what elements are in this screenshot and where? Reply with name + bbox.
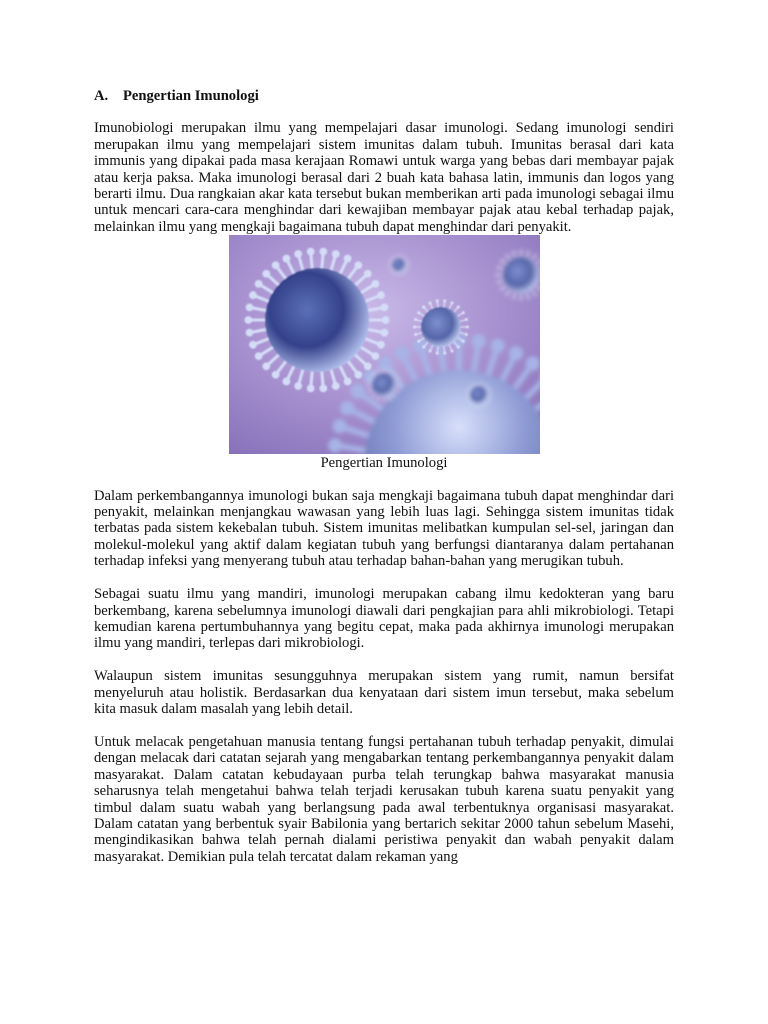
paragraph: Walaupun sistem imunitas sesungguhnya merupakan sistem yang rumit, namun bersifat menyeluruh atau holistik. Berdasarkan dua kenyataan dari sistem imun tersebut, maka sebelum kita masuk dalam masalah yang lebih detail. bbox=[94, 668, 674, 718]
section-number: A. bbox=[94, 88, 109, 104]
paragraph: Sebagai suatu ilmu yang mandiri, imunologi merupakan cabang ilmu kedokteran yang baru berkembang, karena sebelumnya imunologi diawali dari pengkajian para ahli mikrobiologi. Tetapi kemudian karena pertumbuhannya yang begitu cepat, maka pada akhirnya imunologi merupakan ilmu yang mandiri, terlepas dari mikrobiologi. bbox=[94, 586, 674, 652]
virus-illustration bbox=[229, 235, 540, 454]
section-heading bbox=[94, 88, 674, 104]
figure bbox=[94, 235, 674, 471]
paragraph: Dalam perkembangannya imunologi bukan saja mengkaji bagaimana tubuh dapat menghindar dari penyakit, melainkan menjangkau wawasan yang lebih luas lagi. Sehingga sistem imunitas tidak terbatas pada sistem kekebalan tubuh. Sistem imunitas melibatkan kumpulan sel-sel, jaringan dan molekul-molekul yang aktif dalam kegiatan tubuh yang berfungsi diantaranya dalam pertahanan terhadap infeksi yang menyerang tubuh atau terhadap bahan-bahan yang merugikan tubuh. bbox=[94, 487, 674, 570]
paragraph: Imunobiologi merupakan ilmu yang mempelajari dasar imunologi. Sedang imunologi sendiri merupakan ilmu yang mempelajari sistem imunitas dalam tubuh. Imunitas berasal dari kata immunis yang dipakai pada masa kerajaan Romawi untuk warga yang bebas dari membayar pajak atau kerja paksa. Maka imunologi berasal dari 2 buah kata bahasa latin, immunis dan logos yang berarti ilmu. Dua rangkaian akar kata tersebut bukan memberikan arti pada imunologi sebagai ilmu untuk mencari cara-cara menghindar dari kewajiban membayar pajak atau kebal terhadap pajak, melainkan ilmu yang mengkaji bagaimana tubuh dapat menghindar dari penyakit. bbox=[94, 120, 674, 235]
virus-particle bbox=[367, 368, 401, 402]
paragraph: Untuk melacak pengetahuan manusia tentang fungsi pertahanan tubuh terhadap penyakit, dimulai dengan melacak dari catatan sejarah yang mengabarkan tentang perkembangannya penyakit dalam masyarakat. Dalam catatan kebudayaan purba telah terungkap bahwa masyarakat manusia seharusnya telah mengetahui bahwa telah terjadi kerusakan tubuh karena suatu penyakit yang timbul dalam suatu wabah yang berlangsung pada awal terbentuknya organisasi masyarakat. Dalam catatan yang berbentuk syair Babilonia yang bertarich sekitar 2000 tahun sebelum Masehi, mengindikasikan bahwa telah pernah dialami peristiwa penyakit dan wabah penyakit dalam masyarakat. Demikian pula telah tercatat dalam rekaman yang bbox=[94, 734, 674, 865]
figure-caption: Pengertian Imunologi bbox=[320, 455, 448, 472]
virus-illustration-svg bbox=[229, 235, 540, 454]
document-body bbox=[94, 88, 674, 882]
section-title: Pengertian Imunologi bbox=[123, 88, 259, 104]
